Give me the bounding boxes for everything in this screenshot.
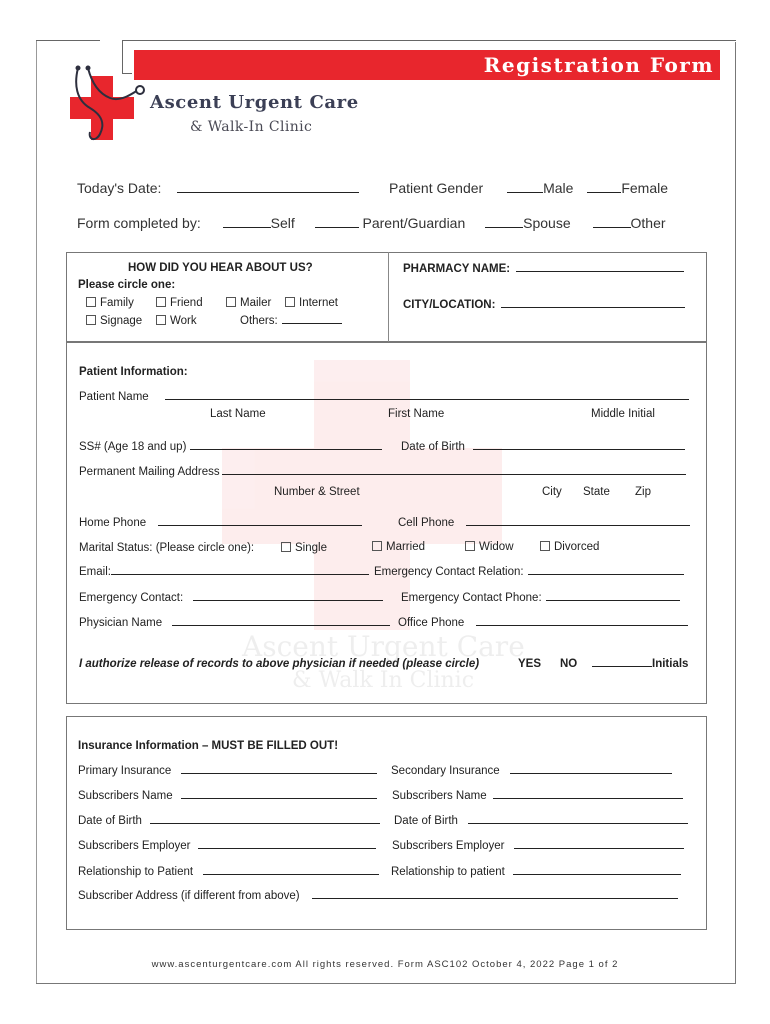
initials-label: Initials xyxy=(652,658,689,670)
spouse-label: Spouse xyxy=(523,215,571,231)
dob-field[interactable] xyxy=(473,449,685,450)
page-frame-top xyxy=(36,40,100,41)
primary-insurance-label: Primary Insurance xyxy=(78,765,172,777)
ec-label: Emergency Contact: xyxy=(79,592,184,604)
marital-status-label: Marital Status: (Please circle one): xyxy=(79,542,255,554)
patient-name-row xyxy=(79,391,689,403)
street-caption: Number & Street xyxy=(274,486,360,498)
internet-option[interactable]: Internet xyxy=(285,297,338,309)
cell-phone-row xyxy=(398,517,690,529)
ec-phone-row xyxy=(401,592,680,604)
ec-field[interactable] xyxy=(193,600,383,601)
primary-employer-field[interactable] xyxy=(198,848,376,849)
home-phone-row xyxy=(79,517,362,529)
box-divider xyxy=(388,252,389,342)
secondary-subscriber-name-row xyxy=(392,790,683,802)
cell-phone-label: Cell Phone xyxy=(398,517,455,529)
address-label: Permanent Mailing Address xyxy=(79,466,220,478)
primary-insurance-field[interactable] xyxy=(181,773,377,774)
primary-relationship-label: Relationship to Patient xyxy=(78,866,194,878)
initials-row xyxy=(592,658,688,670)
divorced-checkbox[interactable] xyxy=(540,541,550,551)
secondary-subscriber-dob-field[interactable] xyxy=(468,823,688,824)
other-field[interactable] xyxy=(593,227,631,228)
page-frame-top-right xyxy=(122,40,736,41)
spouse-field[interactable] xyxy=(485,227,523,228)
secondary-employer-row xyxy=(392,840,684,852)
secondary-subscriber-dob-label: Date of Birth xyxy=(394,815,458,827)
subscriber-address-field[interactable] xyxy=(312,898,678,899)
physician-field[interactable] xyxy=(172,625,390,626)
patient-info-heading: Patient Information: xyxy=(79,366,188,378)
zip-caption: Zip xyxy=(635,486,651,498)
secondary-employer-field[interactable] xyxy=(514,848,684,849)
family-option[interactable]: Family xyxy=(86,297,134,309)
primary-employer-label: Subscribers Employer xyxy=(78,840,191,852)
stethoscope-icon xyxy=(66,64,150,146)
primary-employer-row xyxy=(78,840,376,852)
pharmacy-name-field[interactable] xyxy=(516,271,684,272)
city-location-field[interactable] xyxy=(501,307,685,308)
form-completed-row xyxy=(77,215,666,231)
secondary-relationship-label: Relationship to patient xyxy=(391,866,505,878)
home-phone-field[interactable] xyxy=(158,525,362,526)
secondary-subscriber-name-label: Subscribers Name xyxy=(392,790,487,802)
ec-row xyxy=(79,592,383,604)
ec-phone-field[interactable] xyxy=(546,600,680,601)
others-field[interactable] xyxy=(282,323,342,324)
ec-relation-label: Emergency Contact Relation: xyxy=(374,566,524,578)
form-completed-label: Form completed by: xyxy=(77,215,201,231)
mailer-option[interactable]: Mailer xyxy=(226,297,271,309)
other-label: Other xyxy=(630,215,666,231)
email-field[interactable] xyxy=(111,574,369,575)
ec-relation-row xyxy=(374,566,684,578)
office-phone-row xyxy=(398,617,688,629)
home-phone-label: Home Phone xyxy=(79,517,147,529)
insurance-heading: Insurance Information – MUST BE FILLED OUT! xyxy=(78,740,339,752)
signage-checkbox[interactable] xyxy=(86,315,96,325)
watermark: Ascent Urgent Care & Walk In Clinic xyxy=(222,320,522,700)
no-option[interactable]: NO xyxy=(560,658,578,670)
secondary-insurance-row xyxy=(391,765,672,777)
office-phone-field[interactable] xyxy=(476,625,688,626)
subscriber-address-row xyxy=(78,890,678,902)
married-option[interactable]: Married xyxy=(372,541,425,553)
self-label: Self xyxy=(270,215,295,231)
brand-subtitle: & Walk-In Clinic xyxy=(190,119,313,135)
email-row xyxy=(79,566,369,578)
hear-circle-label: Please circle one: xyxy=(78,279,176,291)
form-title: Registration Form xyxy=(483,53,714,77)
ss-field[interactable] xyxy=(190,449,382,450)
friend-checkbox[interactable] xyxy=(156,297,166,307)
internet-checkbox[interactable] xyxy=(285,297,295,307)
primary-subscriber-name-row xyxy=(78,790,377,802)
first-name-caption: First Name xyxy=(388,408,445,420)
secondary-relationship-field[interactable] xyxy=(513,874,681,875)
todays-date-field[interactable] xyxy=(177,192,359,193)
widow-option[interactable]: Widow xyxy=(465,541,514,553)
city-row xyxy=(403,299,685,311)
primary-subscriber-name-field[interactable] xyxy=(181,798,377,799)
address-field[interactable] xyxy=(222,474,686,475)
authorize-statement: I authorize release of records to above physician if needed (please circle) xyxy=(79,658,480,670)
email-label: Email: xyxy=(79,566,111,578)
primary-subscriber-dob-row xyxy=(78,815,380,827)
secondary-relationship-row xyxy=(391,866,681,878)
work-option[interactable]: Work xyxy=(156,315,197,327)
yes-option[interactable]: YES xyxy=(518,658,542,670)
primary-relationship-row xyxy=(78,866,379,878)
pharmacy-row xyxy=(403,263,684,275)
address-row xyxy=(79,466,686,478)
single-checkbox[interactable] xyxy=(281,542,291,552)
parent-guardian-field[interactable] xyxy=(315,227,359,228)
male-field[interactable] xyxy=(507,192,543,193)
patient-name-label: Patient Name xyxy=(79,391,149,403)
divorced-option[interactable]: Divorced xyxy=(540,541,599,553)
female-field[interactable] xyxy=(587,192,621,193)
primary-subscriber-dob-field[interactable] xyxy=(150,823,380,824)
city-location-label: CITY/LOCATION: xyxy=(403,299,496,311)
parent-guardian-label: Parent/Guardian xyxy=(362,215,466,231)
brand-name: Ascent Urgent Care xyxy=(150,92,359,113)
dob-row xyxy=(401,441,685,453)
physician-label: Physician Name xyxy=(79,617,163,629)
todays-date-row xyxy=(77,180,359,196)
patient-name-field[interactable] xyxy=(165,399,689,400)
middle-initial-caption: Middle Initial xyxy=(591,408,655,420)
mailer-checkbox[interactable] xyxy=(226,297,236,307)
ss-label: SS# (Age 18 and up) xyxy=(79,441,187,453)
secondary-subscriber-name-field[interactable] xyxy=(493,798,683,799)
subscriber-address-label: Subscriber Address (if different from above) xyxy=(78,890,300,902)
cell-phone-field[interactable] xyxy=(466,525,690,526)
male-label: Male xyxy=(543,180,574,196)
secondary-employer-label: Subscribers Employer xyxy=(392,840,505,852)
state-caption: State xyxy=(583,486,610,498)
primary-relationship-field[interactable] xyxy=(203,874,379,875)
secondary-insurance-field[interactable] xyxy=(510,773,672,774)
ss-row xyxy=(79,441,382,453)
city-caption: City xyxy=(542,486,562,498)
widow-checkbox[interactable] xyxy=(465,541,475,551)
female-label: Female xyxy=(621,180,668,196)
secondary-insurance-label: Secondary Insurance xyxy=(391,765,500,777)
friend-option[interactable]: Friend xyxy=(156,297,203,309)
todays-date-label: Today's Date: xyxy=(77,180,162,196)
office-phone-label: Office Phone xyxy=(398,617,465,629)
last-name-caption: Last Name xyxy=(210,408,266,420)
ec-phone-label: Emergency Contact Phone: xyxy=(401,592,542,604)
primary-insurance-row xyxy=(78,765,377,777)
dob-label: Date of Birth xyxy=(401,441,465,453)
primary-subscriber-name-label: Subscribers Name xyxy=(78,790,173,802)
pharmacy-name-label: PHARMACY NAME: xyxy=(403,263,511,275)
hear-title: HOW DID YOU HEAR ABOUT US? xyxy=(128,262,313,274)
single-option[interactable]: Single xyxy=(281,542,327,554)
work-checkbox[interactable] xyxy=(156,315,166,325)
initials-field[interactable] xyxy=(592,666,652,667)
signage-option[interactable]: Signage xyxy=(86,315,142,327)
physician-row xyxy=(79,617,390,629)
family-checkbox[interactable] xyxy=(86,297,96,307)
primary-subscriber-dob-label: Date of Birth xyxy=(78,815,142,827)
secondary-subscriber-dob-row xyxy=(394,815,688,827)
others-option: Others: xyxy=(240,315,342,327)
patient-gender-label: Patient Gender xyxy=(389,180,484,196)
header-bar xyxy=(134,50,720,80)
patient-gender-row xyxy=(389,180,668,196)
married-checkbox[interactable] xyxy=(372,541,382,551)
ec-relation-field[interactable] xyxy=(528,574,684,575)
self-field[interactable] xyxy=(223,227,271,228)
footer-text: www.ascenturgentcare.com All rights reserved. Form ASC102 October 4, 2022 Page 1 of 2 xyxy=(151,959,619,970)
